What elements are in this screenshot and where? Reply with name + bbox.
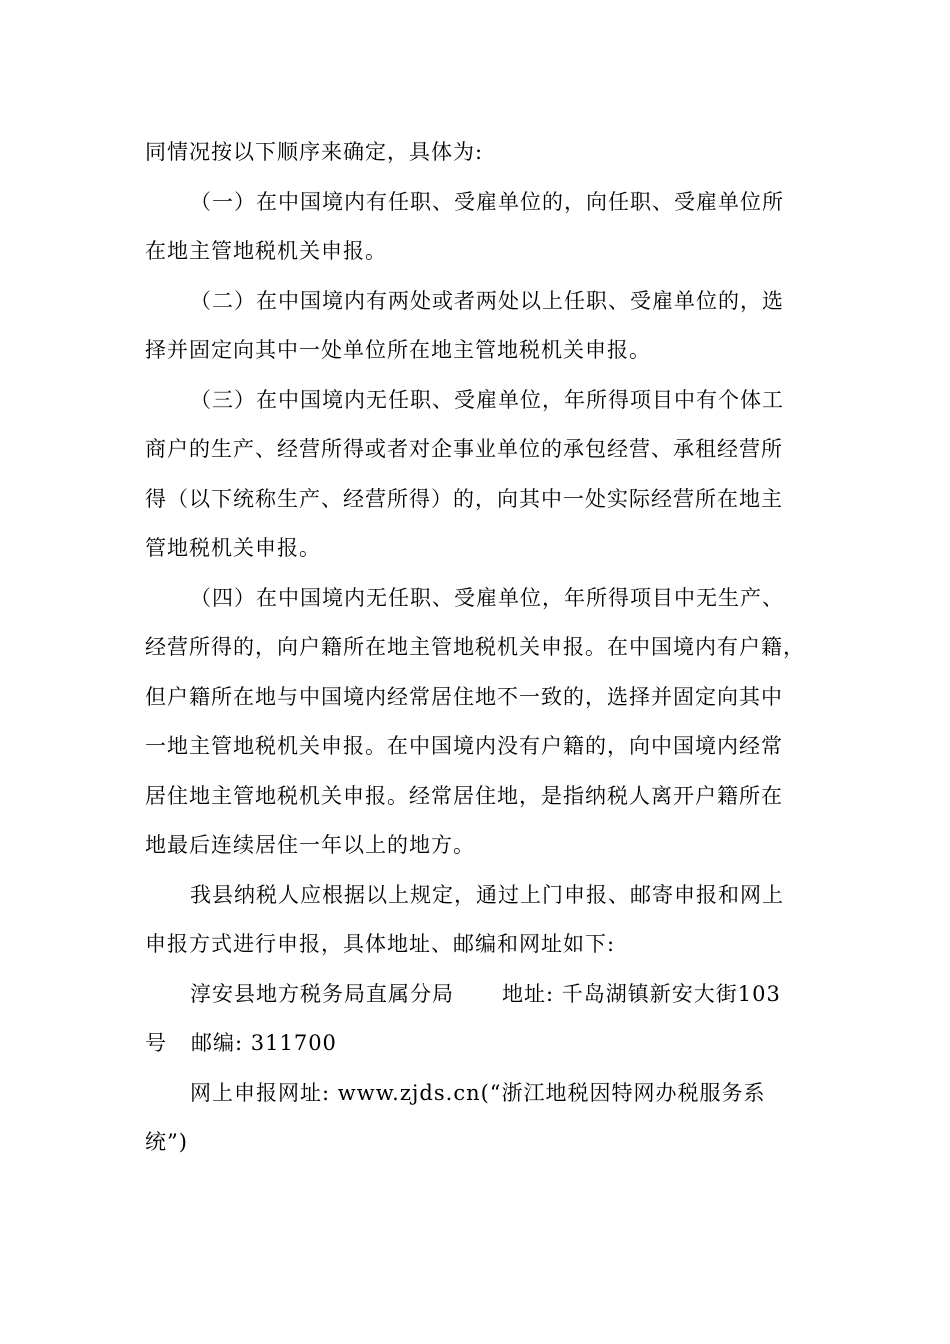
text-line: 同情况按以下顺序来确定，具体为: [145,140,484,164]
instruction-line: 申报方式进行申报，具体地址、邮编和网址如下: [145,932,616,956]
clause-4-line: 经营所得的，向户籍所在地主管地税机关申报。在中国境内有户籍， [145,635,805,659]
clause-3-line: （三）在中国境内无任职、受雇单位，年所得项目中有个体工 [190,387,784,412]
document-body [145,128,815,1168]
clause-4-line: 一地主管地税机关申报。在中国境内没有户籍的，向中国境内经常 [145,734,783,758]
clause-3-line: 商户的生产、经营所得或者对企事业单位的承包经营、承租经营所 [145,437,783,461]
clause-4-line: 但户籍所在地与中国境内经常居住地不一致的，选择并固定向其中 [145,684,783,709]
clause-3-line: 得（以下统称生产、经营所得）的，向其中一处实际经营所在地主 [145,486,783,511]
office-address: 地址: 千岛湖镇新安大街103 [502,981,781,1006]
clause-2-line: 择并固定向其中一处单位所在地主管地税机关申报。 [145,338,651,362]
address-suffix: 号 [145,1031,167,1055]
clause-4-line: （四）在中国境内无任职、受雇单位，年所得项目中无生产、 [190,585,784,610]
postcode-line [145,1019,815,1069]
clause-4-line: 地最后连续居住一年以上的地方。 [145,833,475,857]
clause-4-line: 居住地主管地税机关申报。经常居住地，是指纳税人离开户籍所在 [145,783,783,808]
clause-2-line: （二）在中国境内有两处或者两处以上任职、受雇单位的，选 [190,288,784,313]
website-line: 统”) [145,1130,188,1154]
postcode: 邮编: 311700 [191,1031,337,1055]
office-address-line [145,970,815,1020]
clause-3-line: 管地税机关申报。 [145,536,321,560]
office-name: 淳安县地方税务局直属分局 [190,981,454,1006]
clause-1-line: （一）在中国境内有任职、受雇单位的，向任职、受雇单位所 [190,189,784,214]
website-line: 网上申报网址: www.zjds.cn(“浙江地税因特网办税服务系 [190,1080,766,1105]
clause-1-line: 在地主管地税机关申报。 [145,239,387,263]
instruction-line: 我县纳税人应根据以上规定，通过上门申报、邮寄申报和网上 [190,882,784,907]
